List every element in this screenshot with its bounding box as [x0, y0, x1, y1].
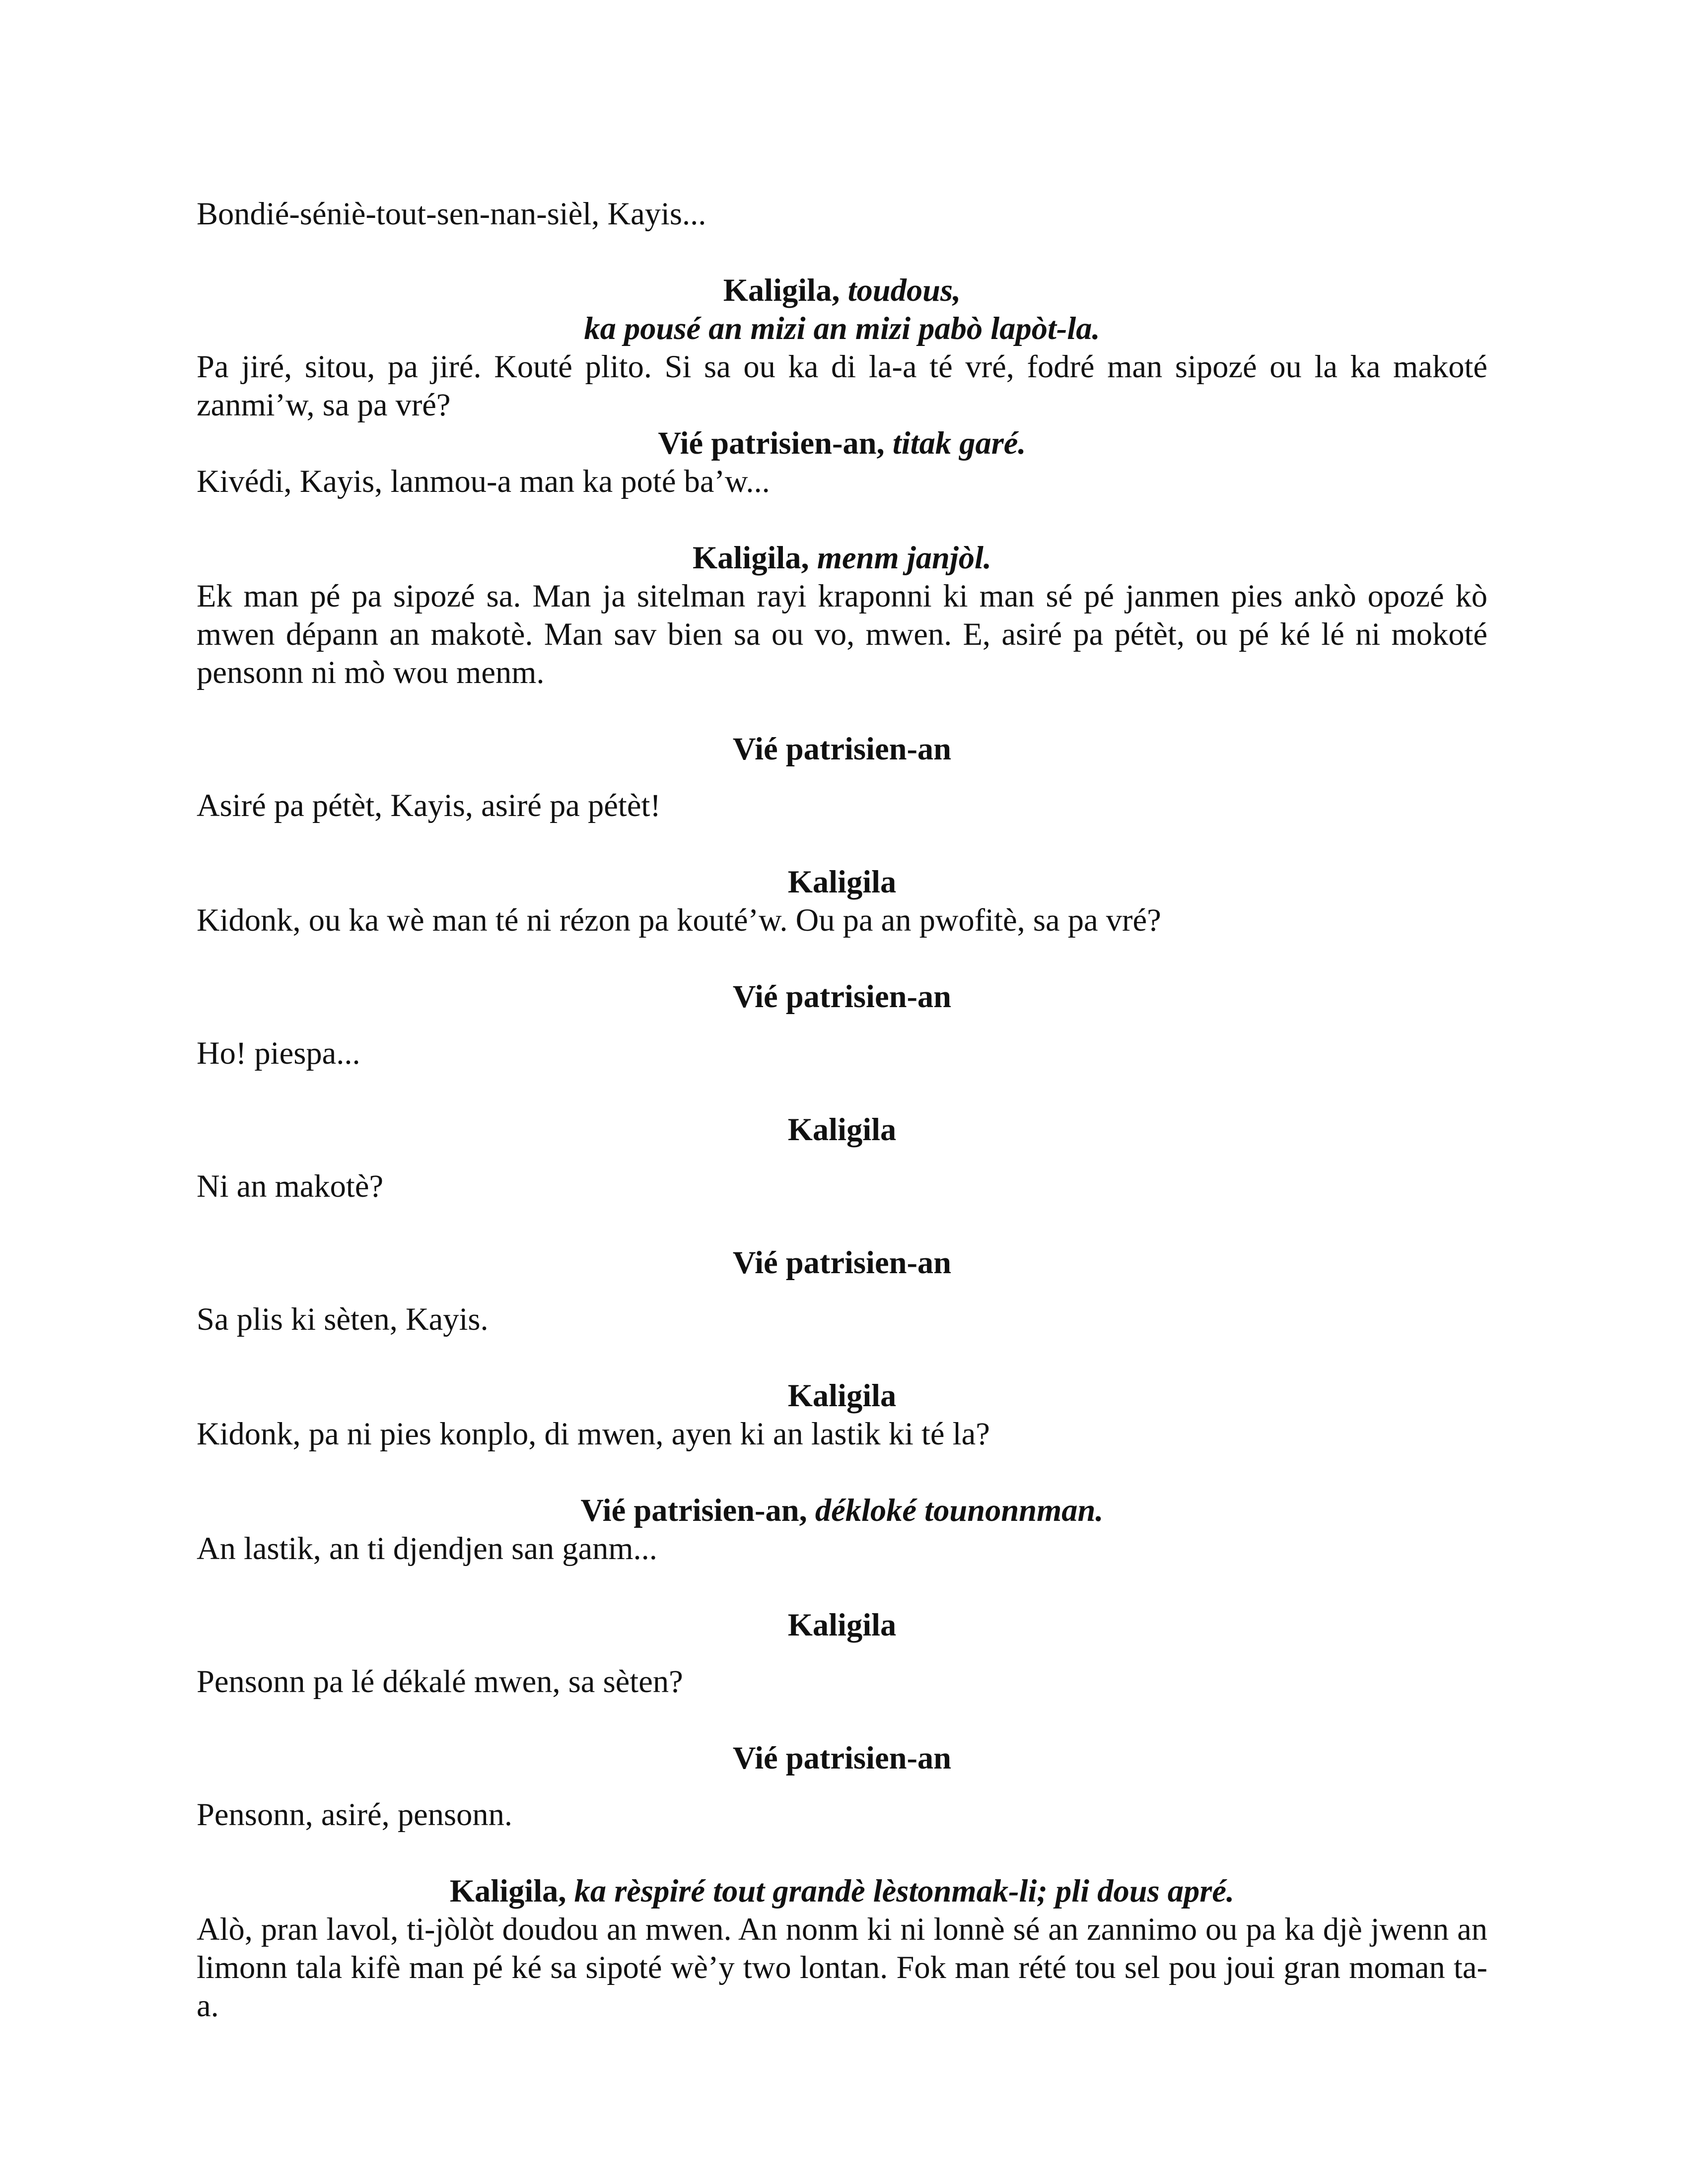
- dialogue-text: Pensonn pa lé dékalé mwen, sa sèten?: [197, 1664, 683, 1699]
- speaker-name: Kaligila,: [449, 1873, 566, 1909]
- dialogue-text: Kidonk, pa ni pies konplo, di mwen, ayen ki an lastik ki té la?: [197, 1416, 990, 1451]
- dialogue-block: [197, 1872, 1487, 2025]
- speaker-name: Kaligila: [787, 1607, 897, 1642]
- dialogue-block: [197, 730, 1487, 824]
- speaker-name: Vié patrisien-an: [732, 979, 952, 1014]
- dialogue-text: Ni an makotè?: [197, 1168, 384, 1204]
- stage-direction: ka rèspiré tout grandè lèstonmak-li; pli dous apré.: [574, 1873, 1235, 1909]
- stage-direction: toudous,: [847, 273, 961, 308]
- dialogue-block: [197, 1606, 1487, 1701]
- dialogue-block: [197, 271, 1487, 424]
- dialogue-block: [197, 1491, 1487, 1568]
- dialogue-block: [197, 424, 1487, 500]
- dialogue-text: Asiré pa pétèt, Kayis, asiré pa pétèt!: [197, 788, 661, 823]
- dialogue-block: [197, 1739, 1487, 1834]
- dialogue-block: [197, 977, 1487, 1072]
- document-page: [197, 195, 1487, 2025]
- dialogue-block: [197, 1110, 1487, 1205]
- dialogue-text: An lastik, an ti djendjen san ganm...: [197, 1531, 657, 1566]
- dialogue-text: Kivédi, Kayis, lanmou-a man ka poté ba’w...: [197, 464, 770, 499]
- speaker-name: Kaligila: [787, 1378, 897, 1413]
- speaker-name: Kaligila: [787, 864, 897, 899]
- speaker-name: Vié patrisien-an,: [580, 1493, 807, 1528]
- speaker-name: Kaligila,: [723, 273, 840, 308]
- dialogue-text: Ho! piespa...: [197, 1035, 360, 1071]
- dialogue-block: [197, 1243, 1487, 1338]
- dialogue-text: Pa jiré, sitou, pa jiré. Kouté plito. Si sa ou ka di la-a té vré, fodré man sipozé ou la ka makoté zanmi’w, sa pa vré?: [197, 349, 1487, 422]
- speaker-name: Vié patrisien-an: [732, 1245, 952, 1280]
- speaker-name: Vié patrisien-an: [732, 731, 952, 766]
- dialogue-block: [197, 1376, 1487, 1453]
- dialogue-text: Pensonn, asiré, pensonn.: [197, 1797, 512, 1832]
- speaker-heading: [197, 1491, 1487, 1529]
- stage-direction: titak garé.: [892, 425, 1026, 461]
- dialogue-block: [197, 863, 1487, 939]
- speaker-name: Kaligila: [787, 1112, 897, 1147]
- speaker-heading: [197, 1872, 1487, 1910]
- speaker-heading: [197, 424, 1487, 462]
- stage-direction: menm janjòl.: [817, 540, 992, 575]
- dialogue-text: Alò, pran lavol, ti-jòlòt doudou an mwen. An nonm ki ni lonnè sé an zannimo ou pa ka djè jwenn an limonn tala kifè man pé ké sa sipoté wè’y two lontan. Fok man rété tou sel pou joui gran moman ta-a.: [197, 1911, 1487, 2023]
- speaker-heading: [197, 539, 1487, 577]
- speaker-name: Vié patrisien-an: [732, 1740, 952, 1775]
- opening-line: Bondié-séniè-tout-sen-nan-sièl, Kayis...: [197, 196, 706, 231]
- speaker-name: Vié patrisien-an,: [658, 425, 885, 461]
- speaker-heading: [197, 271, 1487, 309]
- dialogue-text: Sa plis ki sèten, Kayis.: [197, 1301, 489, 1337]
- stage-direction: ka pousé an mizi an mizi pabò lapòt-la.: [584, 311, 1100, 346]
- stage-direction-line: [197, 309, 1487, 347]
- speaker-name: Kaligila,: [692, 540, 809, 575]
- dialogue-text: Ek man pé pa sipozé sa. Man ja sitelman rayi kraponni ki man sé pé janmen pies ankò opozé kò mwen dépann an makotè. Man sav bien sa ou vo, mwen. E, asiré pa pétèt, ou pé ké lé ni mokoté pensonn ni mò wou menm.: [197, 578, 1487, 690]
- dialogue-text: Kidonk, ou ka wè man té ni rézon pa kouté’w. Ou pa an pwofitè, sa pa vré?: [197, 902, 1161, 938]
- dialogue-block: [197, 539, 1487, 691]
- stage-direction: dékloké tounonnman.: [815, 1493, 1104, 1528]
